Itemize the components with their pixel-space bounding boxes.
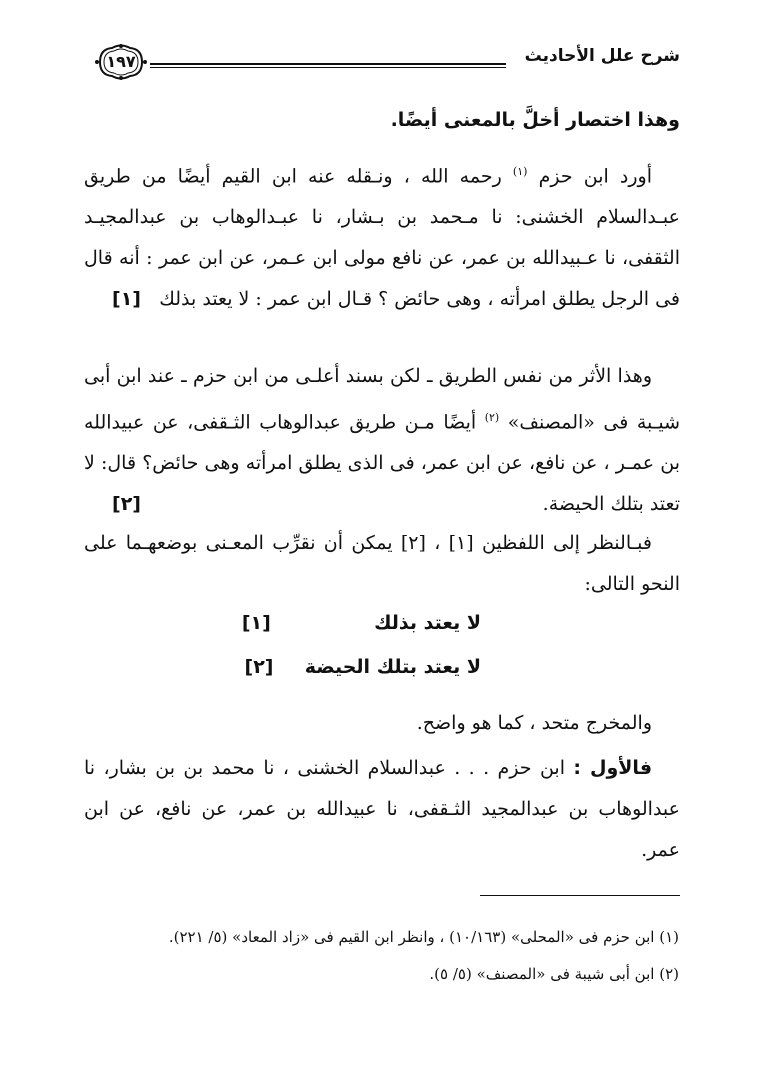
comparison-text-1: لا يعتد بذلك xyxy=(374,612,481,634)
p1-rest: رحمه الله ، ونـقله عنه ابن القيم أيضًا من طريق عبـدالسلام الخشنى: نا مـحمد بن بـشار، نا عبـدالوهاب بن عبدالمجيـد الثقفى، نا عـبيدالله بن عمر، عن نافع مولى ابن عـمر، عن ابن عمر : أنه قال فى الرجل يطلق امرأته ، وهى حائض ؟ قـال ابن عمر : لا يعتد بذلك xyxy=(84,165,680,311)
page-number-ornament xyxy=(94,43,148,81)
intro-sentence: وهذا اختصار أخلَّ بالمعنى أيضًا. xyxy=(390,109,680,131)
intro-line xyxy=(84,100,680,141)
p2-rest: أيضًا مـن طريق عبدالوهاب الثـقفى، عن عبيدالله بن عمـر ، عن نافع، عن ابن عمر، فى الذى يطلق امرأته وهى حائض؟ قال: لا تعتد بتلك الحيضة. xyxy=(84,411,680,516)
paragraph-2 xyxy=(84,356,680,525)
comparison-ref-1: [١] xyxy=(241,612,271,634)
paragraph-2-text xyxy=(84,356,680,525)
p5-lead: فالأول : xyxy=(573,757,653,779)
paragraph-3-text: فبـالنظر إلى اللفظين [١] ، [٢] يمكن أن نقرِّب المعـنى بوضعهـما على النحو التالى: xyxy=(84,532,680,595)
comparison-ref-2: [٢] xyxy=(244,656,274,678)
paragraph-1-text xyxy=(84,151,680,320)
footnote-2: (٢) ابن أبى شيبة فى «المصنف» (٥/ ٥). xyxy=(429,965,679,983)
paragraph-4-text: والمخرج متحد ، كما هو واضح. xyxy=(416,712,652,734)
p2-start: وهذا الأثر من نفس الطريق ـ لكن بسند أعلـى من ابن حزم ـ عند ابن أبى شيـبة فى «المصنف» xyxy=(84,365,680,434)
footnote-separator xyxy=(480,895,680,896)
ref-marker-1: [١] xyxy=(112,288,141,311)
page-number: ١٩٧ xyxy=(106,52,136,71)
footnote-1: (١) ابن حزم فى «المحلى» (١٠/١٦٣) ، وانظر ابن القيم فى «زاد المعاد» (٥/ ٢٢١). xyxy=(168,928,679,946)
p1-start: أورد ابن حزم xyxy=(538,165,652,188)
running-title: شرح علل الأحاديث xyxy=(524,46,680,66)
paragraph-5-text xyxy=(84,748,680,871)
header-rule xyxy=(150,63,506,68)
footnote-mark-2: (٢) xyxy=(484,411,500,424)
comparison-row-1 xyxy=(242,612,481,634)
comparison-text-2: لا يعتد بتلك الحيضة xyxy=(304,656,481,678)
paragraph-3 xyxy=(84,523,680,605)
p5-rest: ابن حزم . . . عبدالسلام الخشنى ، نا محمد بن بن بشار، نا عبدالوهاب بن عبدالمجيد الثـقفى، نا عبيدالله بن عمر، عن نافع، عن ابن عمر. xyxy=(84,757,680,861)
page-header xyxy=(92,42,684,86)
paragraph-4 xyxy=(84,703,680,744)
paragraph-5 xyxy=(84,748,680,871)
paragraph-1 xyxy=(84,151,680,320)
footnote-mark-1: (١) xyxy=(512,165,528,178)
ref-marker-2: [٢] xyxy=(112,493,141,516)
comparison-row-2 xyxy=(245,656,482,678)
